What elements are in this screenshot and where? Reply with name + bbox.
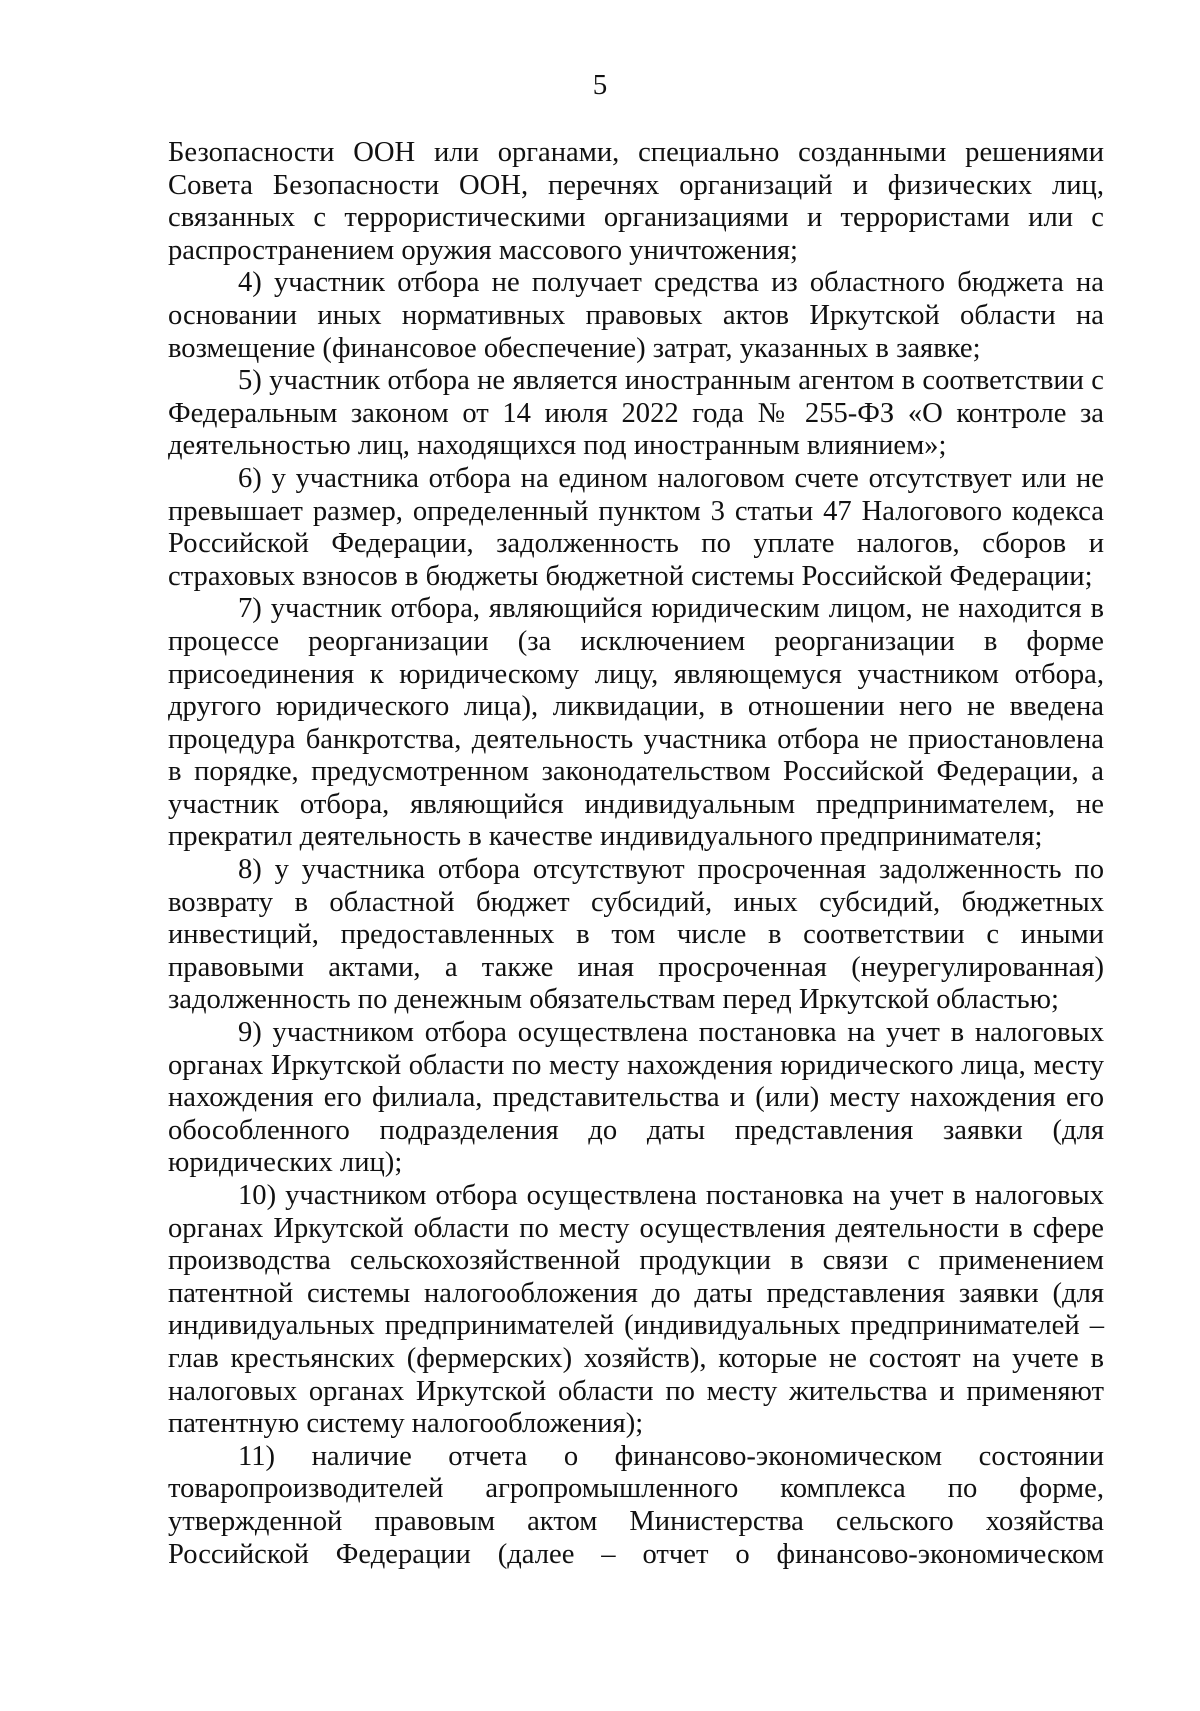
paragraph-continuation: Безопасности ООН или органами, специально созданными решениями Совета Безопасности ООН, перечнях организаций и физических лиц, связанных с террористическими организациями и террористами или с распространением оружия массового уничтожения; — [168, 137, 1104, 266]
paragraph-item-4: 4) участник отбора не получает средства из областного бюджета на основании иных нормативных правовых актов Иркутской области на возмещение (финансовое обеспечение) затрат, указанных в заявке; — [168, 267, 1104, 364]
paragraph-item-6: 6) у участника отбора на едином налоговом счете отсутствует или не превышает размер, определенный пунктом 3 статьи 47 Налогового кодекса Российской Федерации, задолженность по уплате налогов, сборов и страховых взносов в бюджеты бюджетной системы Российской Федерации; — [168, 462, 1104, 592]
page-number: 5 — [592, 69, 608, 101]
paragraph-item-7: 7) участник отбора, являющийся юридическим лицом, не находится в процессе реорганизации (за исключением реорганизации в форме присоединения к юридическому лицу, являющемуся участником отбора, другого юридического лица), ликвидации, в отношении него не введена процедура банкротства, деятельность участника отбора не приостановлена в порядке, предусмотренном законодательством Российской Федерации, а участник отбора, являющийся индивидуальным предпринимателем, не прекратил деятельность в качестве индивидуального предпринимателя; — [168, 593, 1104, 853]
document-body — [168, 137, 1104, 1571]
paragraph-item-10: 10) участником отбора осуществлена постановка на учет в налоговых органах Иркутской области по месту осуществления деятельности в сфере производства сельскохозяйственной продукции в связи с применением патентной системы налогообложения до даты представления заявки (для индивидуальных предпринимателей (индивидуальных предпринимателей – глав крестьянских (фермерских) хозяйств), которые не состоят на учете в налоговых органах Иркутской области по месту жительства и применяют патентную систему налогообложения); — [168, 1180, 1104, 1440]
paragraph-item-9: 9) участником отбора осуществлена постановка на учет в налоговых органах Иркутской области по месту нахождения юридического лица, месту нахождения его филиала, представительства и (или) месту нахождения его обособленного подразделения до даты представления заявки (для юридических лиц); — [168, 1017, 1104, 1179]
paragraph-item-5: 5) участник отбора не является иностранным агентом в соответствии с Федеральным законом от 14 июля 2022 года № 255-ФЗ «О контроле за деятельностью лиц, находящихся под иностранным влиянием»; — [168, 365, 1104, 462]
paragraph-item-11: 11) наличие отчета о финансово-экономическом состоянии товаропроизводителей агропромышленного комплекса по форме, утвержденной правовым актом Министерства сельского хозяйства Российской Федерации (далее – отчет о финансово-экономическом — [168, 1440, 1104, 1570]
paragraph-item-8: 8) у участника отбора отсутствуют просроченная задолженность по возврату в областной бюджет субсидий, иных субсидий, бюджетных инвестиций, предоставленных в том числе в соответствии с иными правовыми актами, а также иная просроченная (неурегулированная) задолженность по денежным обязательствам перед Иркутской областью; — [168, 854, 1104, 1016]
